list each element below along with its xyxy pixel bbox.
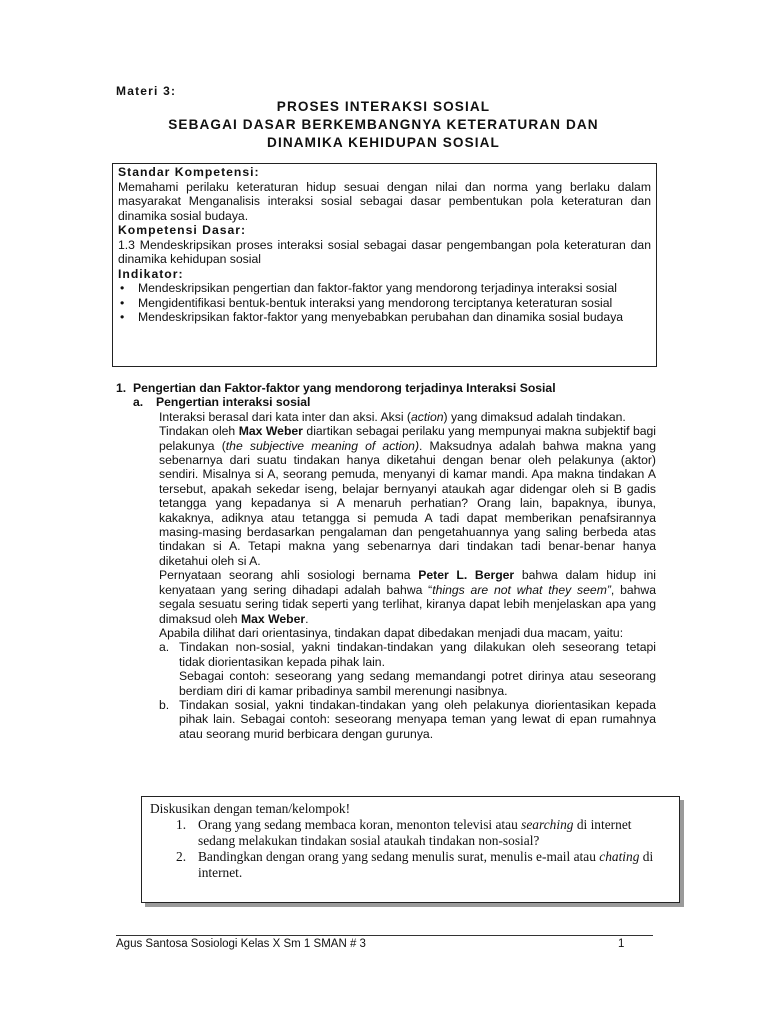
paragraph: Pernyataan seorang ahli sosiologi bernama Peter L. Berger bahwa dalam hidup ini kenyataan yang sering dihadapi adalah bahwa “things are not what they seem”, bahwa segala sesuatu sering tidak seperti yang terlihat, kiranya dapat lebih menjelaskan apa yang dimaksud oleh Max Weber. — [159, 568, 656, 626]
dasar-label: Kompetensi Dasar: — [118, 223, 247, 237]
competency-box — [112, 163, 657, 367]
indikator-item: • Mendeskripsikan pengertian dan faktor-faktor yang mendorong terjadinya interaksi sosial — [118, 281, 651, 296]
discussion-question: 2. Bandingkan dengan orang yang sedang menulis surat, menulis e-mail atau chating di internet. — [176, 849, 654, 880]
list-item: b. Tindakan sosial, yakni tindakan-tindakan yang oleh pelakunya diorientasikan kepada pihak lain. Sebagai contoh: seseorang menyapa teman yang lewat di epan rumahnya atau seorang murid berbicara dengan gurunya. — [159, 697, 656, 741]
paragraph: Tindakan oleh Max Weber diartikan sebagai perilaku yang mempunyai makna subjektif bagi pelakunya (the subjective meaning of action). Maksudnya adalah bahwa makna yang sebenarnya dari suatu tindakan hanya diketahui dengan benar oleh pelakunya (aktor) sendiri. Misalnya si A, seorang pemuda, menyanyi di kamar mandi. Apa makna tindakan A tersebut, apakah sekedar iseng, belajar bernyanyi ataukah agar didengar oleh si B gadis tetangga yang kepadanya si A menaruh perhatian? Orang lain, bapaknya, ibunya, kakaknya, adiknya atau tetangga si pemuda A tadi dapat memberikan penafsirannya masing-masing berdasarkan pengalaman dan pengetahuannya yang saling berbeda atas tindakan si A. Tetapi makna yang sebenarnya dari tindakan tadi benar-benar hanya diketahui oleh si A. — [159, 424, 657, 568]
page-number: 1 — [618, 938, 625, 950]
standar-label: Standar Kompetensi: — [118, 165, 260, 179]
materi-label: Materi 3: — [116, 84, 177, 98]
standar-text: Memahami perilaku keteraturan hidup sesuai dengan nilai dan norma yang berlaku dalam masyarakat Menganalisis interaksi sosial sebagai dasar pembentukan pola keteraturan dan dinamika sosial budaya. — [118, 179, 651, 223]
subsection-heading: a. Pengertian interaksi sosial — [133, 395, 311, 410]
section-body — [116, 410, 656, 741]
list-item: a. Tindakan non-sosial, yakni tindakan-tindakan yang dilakukan oleh seseorang tetapi tidak diorientasikan kepada pihak lain. Sebagai contoh: seseorang yang sedang memandangi potret dirinya atau seseorang berdiam diri di kamar pribadinya sambil merenungi nasibnya. — [159, 640, 656, 698]
indikator-item: • Mendeskripsikan faktor-faktor yang menyebabkan perubahan dan dinamika sosial budaya — [118, 310, 651, 325]
title-line-2: SEBAGAI DASAR BERKEMBANGNYA KETERATURAN DAN — [168, 117, 599, 132]
section-heading: 1. Pengertian dan Faktor-faktor yang mendorong terjadinya Interaksi Sosial — [116, 381, 556, 395]
indikator-label: Indikator: — [118, 266, 184, 281]
indikator-item: • Mengidentifikasi bentuk-bentuk interaksi yang mendorong terciptanya keteraturan sosial — [118, 296, 651, 311]
footer-divider — [116, 935, 653, 936]
discussion-question: 1. Orang yang sedang membaca koran, menonton televisi atau searching di internet sedang melakukan tindakan sosial ataukah tindakan non-sosial? — [176, 817, 632, 848]
title-line-3: DINAMIKA KEHIDUPAN SOSIAL — [267, 135, 500, 150]
discussion-box — [141, 796, 680, 903]
section-1 — [116, 381, 656, 741]
footer-text: Agus Santosa Sosiologi Kelas X Sm 1 SMAN # 3 — [116, 938, 366, 950]
title-line-1: PROSES INTERAKSI SOSIAL — [276, 99, 491, 114]
discussion-title: Diskusikan dengan teman/kelompok! — [150, 801, 351, 816]
paragraph: Interaksi berasal dari kata inter dan aksi. Aksi (action) yang dimaksud adalah tindakan. — [159, 409, 626, 424]
dasar-text: 1.3 Mendeskripsikan proses interaksi sosial sebagai dasar pengembangan pola keteraturan dan dinamika kehidupan sosial — [118, 237, 651, 266]
paragraph: Apabila dilihat dari orientasinya, tindakan dapat dibedakan menjadi dua macam, yaitu: — [159, 625, 624, 640]
